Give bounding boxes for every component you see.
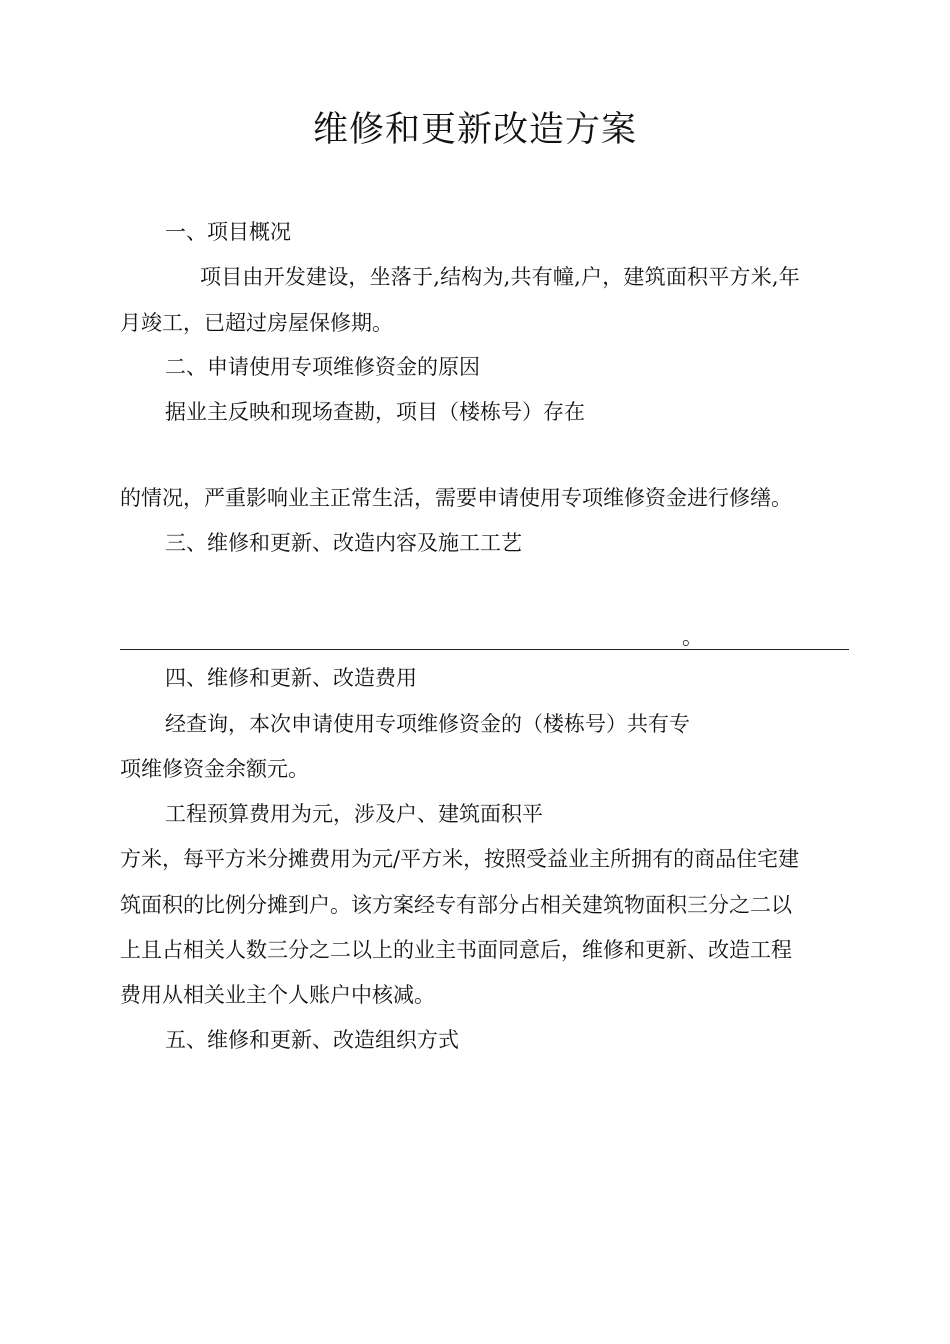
section-5-heading: 五、维修和更新、改造组织方式: [165, 1028, 459, 1052]
section-4-paragraph-2-line-2: 方米，每平方米分摊费用为元/平方米，按照受益业主所拥有的商品住宅建: [120, 847, 800, 871]
fill-in-underline: [120, 649, 849, 650]
section-2-heading: 二、申请使用专项维修资金的原因: [165, 355, 480, 379]
section-4-paragraph-1-line-1: 经查询，本次申请使用专项维修资金的（楼栋号）共有专: [165, 712, 690, 736]
section-4-heading: 四、维修和更新、改造费用: [165, 666, 417, 690]
section-1-paragraph-line-2: 月竣工，已超过房屋保修期。: [120, 311, 393, 335]
section-3-heading: 三、维修和更新、改造内容及施工工艺: [165, 531, 522, 555]
section-4-paragraph-2-line-1: 工程预算费用为元，涉及户、建筑面积平: [165, 802, 543, 826]
section-4-paragraph-2-line-3: 筑面积的比例分摊到户。该方案经专有部分占相关建筑物面积三分之二以: [120, 893, 792, 917]
section-2-paragraph-line-2: 的情况，严重影响业主正常生活，需要申请使用专项维修资金进行修缮。: [120, 486, 792, 510]
section-4-paragraph-2-line-5: 费用从相关业主个人账户中核减。: [120, 983, 435, 1007]
section-2-paragraph-line-1: 据业主反映和现场查勘，项目（楼栋号）存在: [165, 400, 585, 424]
section-4-paragraph-2-line-4: 上且占相关人数三分之二以上的业主书面同意后，维修和更新、改造工程: [120, 938, 792, 962]
blank-line-period: 。: [682, 625, 703, 649]
section-1-heading: 一、项目概况: [165, 220, 291, 244]
section-1-paragraph-line-1: 项目由开发建设，坐落于,结构为,共有幢,户，建筑面积平方米,年: [200, 265, 800, 289]
section-4-paragraph-1-line-2: 项维修资金余额元。: [120, 757, 309, 781]
document-title: 维修和更新改造方案: [312, 110, 637, 150]
